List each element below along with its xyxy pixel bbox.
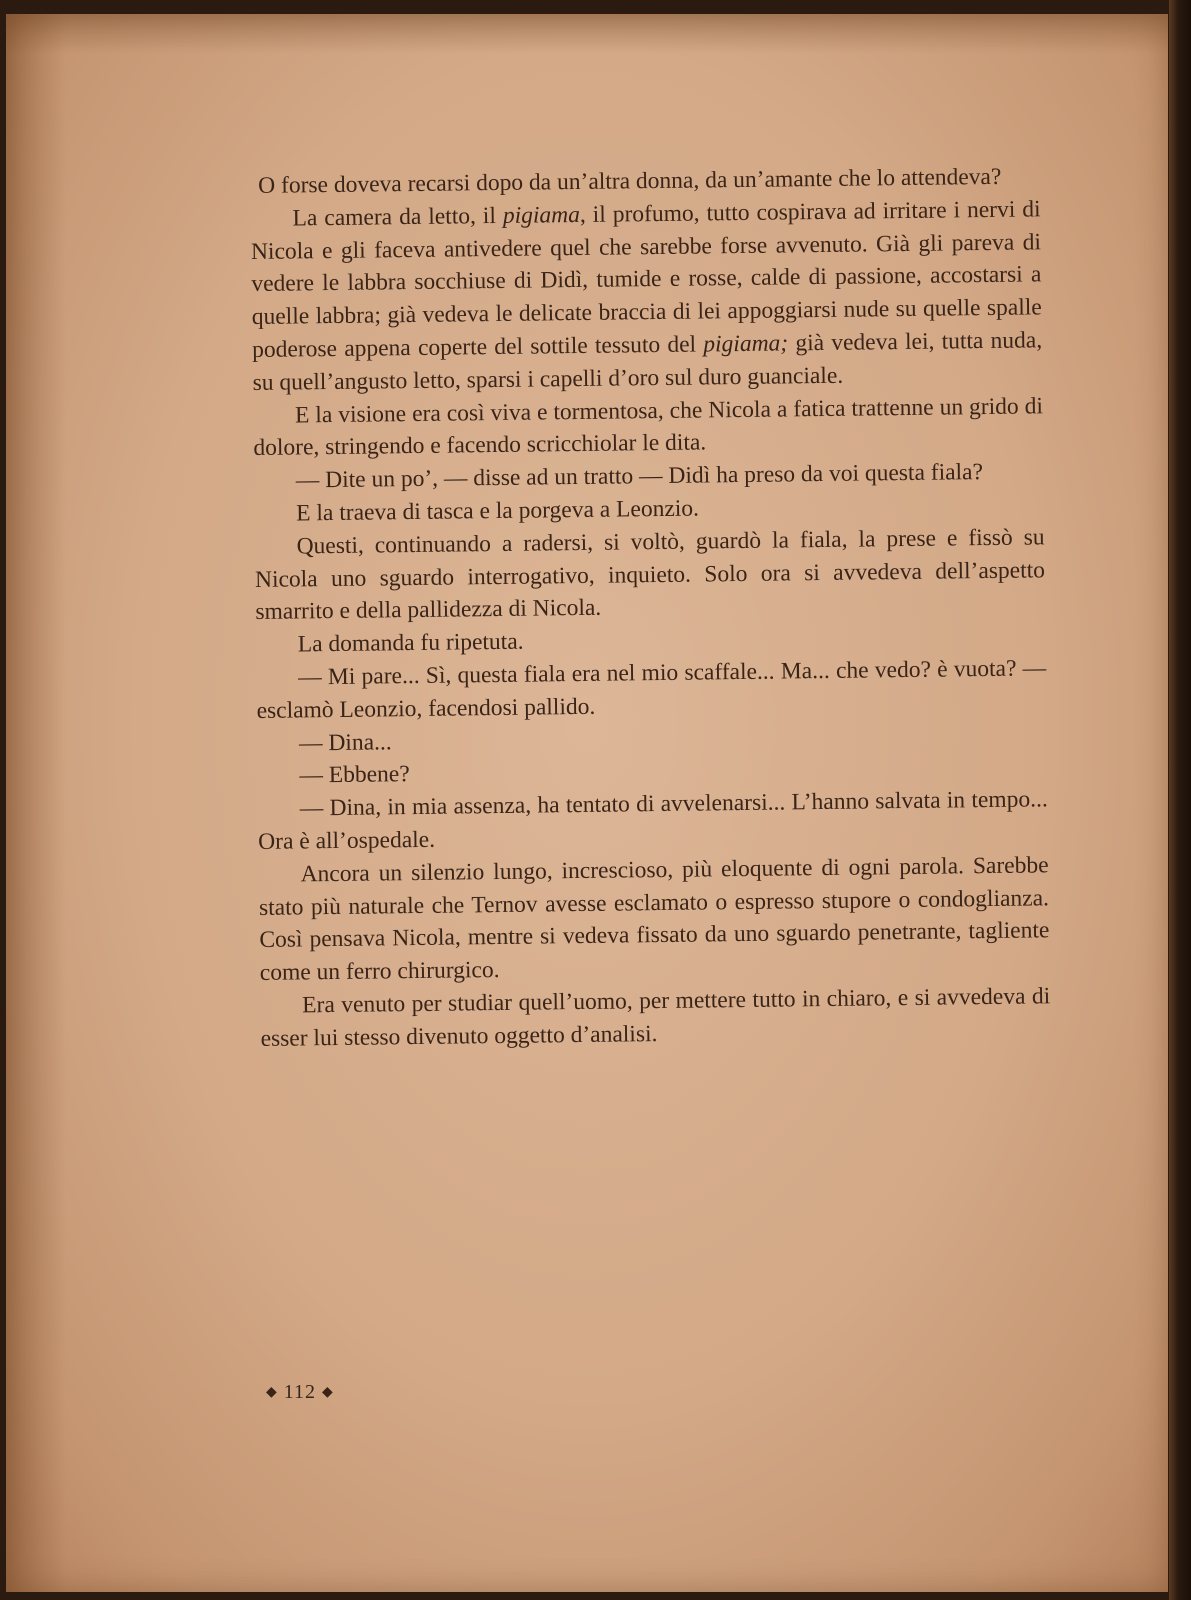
paragraph: O forse doveva recarsi dopo da un’altra donna, da un’amante che lo attendeva?	[258, 163, 1002, 199]
text-run: La camera da letto, il	[292, 202, 504, 232]
paragraph: — Dina...	[298, 728, 392, 756]
italic-term: pigiama;	[703, 330, 789, 358]
page-number	[266, 1381, 334, 1404]
italic-term: pigiama	[502, 201, 581, 229]
diamond-ornament-icon: ◆	[322, 1385, 334, 1400]
book-binding-edge	[1169, 0, 1191, 1600]
paragraph: E la traeva di tasca e la porgeva a Leonzio.	[296, 495, 700, 527]
diamond-ornament-icon: ◆	[266, 1385, 278, 1400]
paragraph: — Dina, in mia assenza, ha tentato di avvelenarsi... L’hanno salvata in tempo... Ora è all’ospedale.	[258, 786, 1048, 855]
paragraph: Era venuto per studiar quell’uomo, per mettere tutto in chiaro, e si avvedeva di esser lui stesso divenuto oggetto d’analisi.	[260, 983, 1051, 1052]
paragraph: Ancora un silenzio lungo, increscioso, più eloquente di ogni parola. Sarebbe stato più naturale che Ternov avesse esclamato o espresso stupore o condoglianza. Così pensava Nicola, mentre si vedeva fissato da uno sguardo penetrante, tagliente come un ferro chirurgico.	[258, 852, 1050, 987]
text-run: già vedeva lei, tutta nuda, su quell’angusto letto, sparsi i capelli d’oro sul duro guanciale.	[252, 327, 1043, 396]
paragraph	[250, 193, 1042, 399]
paragraph: — Ebbene?	[299, 761, 410, 789]
paragraph: La domanda fu ripetuta.	[297, 628, 524, 658]
page-shadow-top	[6, 14, 1168, 54]
page-shadow-left	[6, 14, 66, 1592]
paragraph: E la visione era così viva e tormentosa, che Nicola a fatica trattenne un grido di dolore, stringendo e facendo scricchiolar le dita.	[253, 392, 1044, 462]
page-number-value: 112	[283, 1381, 317, 1403]
paragraph: — Dite un po’, — disse ad un tratto — Didì ha preso da voi questa fiala?	[295, 459, 984, 494]
paragraph: Questi, continuando a radersi, si voltò, guardò la fiala, la prese e fissò su Nicola uno sguardo interrogativo, inquieto. Solo ora si avvedeva dell’aspetto smarrito e della pallidezza di Nicola.	[254, 524, 1046, 626]
text-run: , il profumo, tutto cospirava ad irritare i nervi di Nicola e gli faceva antivedere quel che sarebbe forse avvenuto. Già gli pareva di vedere le labbra socchiuse di Didì, tumide e rosse, calde di passione, accostarsi a quelle labbra; già vedeva le delicate braccia di lei appoggiarsi nude su quelle spalle poderose appena coperte del sottile tessuto del	[250, 196, 1042, 363]
body-text	[250, 160, 1051, 1055]
paragraph: — Mi pare... Sì, questa fiala era nel mio scaffale... Ma... che vedo? è vuota? — esclamò Leonzio, facendosi pallido.	[256, 655, 1047, 724]
